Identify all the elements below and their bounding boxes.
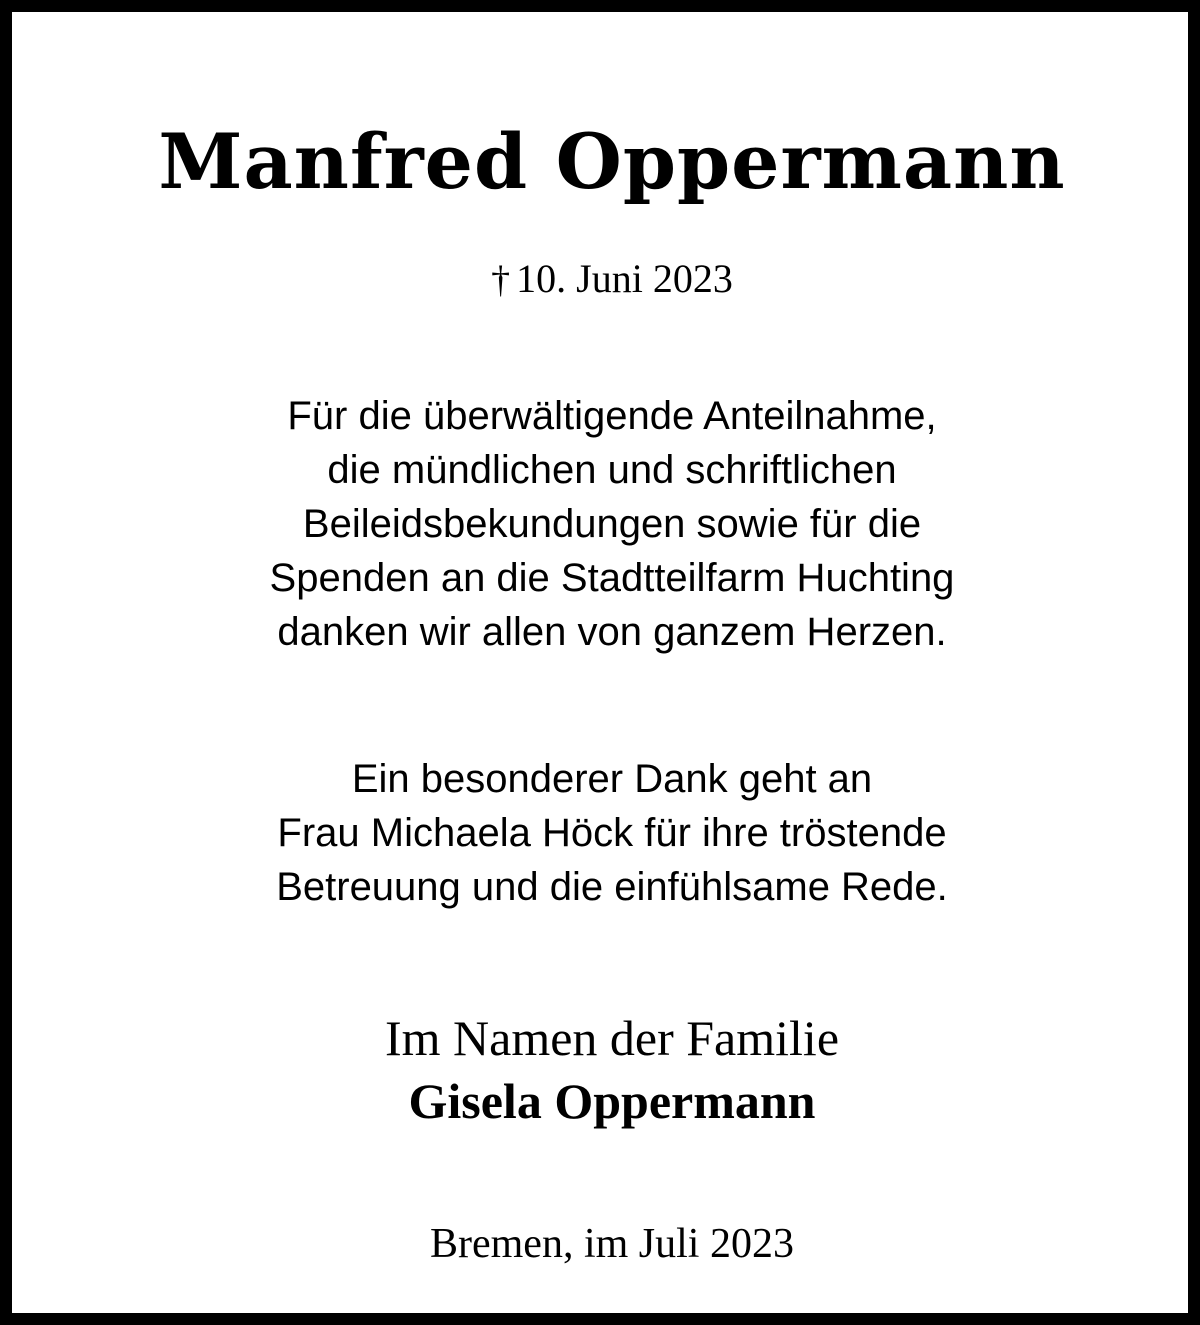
special-thanks-line: Frau Michaela Höck für ihre tröstende	[277, 811, 947, 855]
thanks-line: die mündlichen und schriftlichen	[327, 448, 897, 492]
cross-icon: †	[491, 259, 511, 301]
place-date: Bremen, im Juli 2023	[430, 1221, 794, 1267]
death-date-line	[12, 254, 1200, 305]
deceased-name: Manfred Oppermann	[158, 117, 1066, 206]
family-label: Im Namen der Familie	[384, 1010, 840, 1066]
thanks-line: Beileidsbekundungen sowie für die	[302, 502, 922, 546]
special-thanks-paragraph	[12, 752, 1200, 914]
thanks-line: danken wir allen von ganzem Herzen.	[277, 610, 947, 654]
family-name: Gisela Oppermann	[408, 1073, 816, 1129]
thanks-line: Für die überwältigende Anteilnahme,	[287, 394, 937, 438]
thanks-paragraph	[12, 389, 1200, 659]
special-thanks-line: Betreuung und die einfühlsame Rede.	[276, 865, 948, 909]
death-date: 10. Juni 2023	[516, 256, 733, 301]
special-thanks-line: Ein besonderer Dank geht an	[351, 757, 873, 801]
thanks-line: Spenden an die Stadtteilfarm Huchting	[269, 556, 955, 600]
